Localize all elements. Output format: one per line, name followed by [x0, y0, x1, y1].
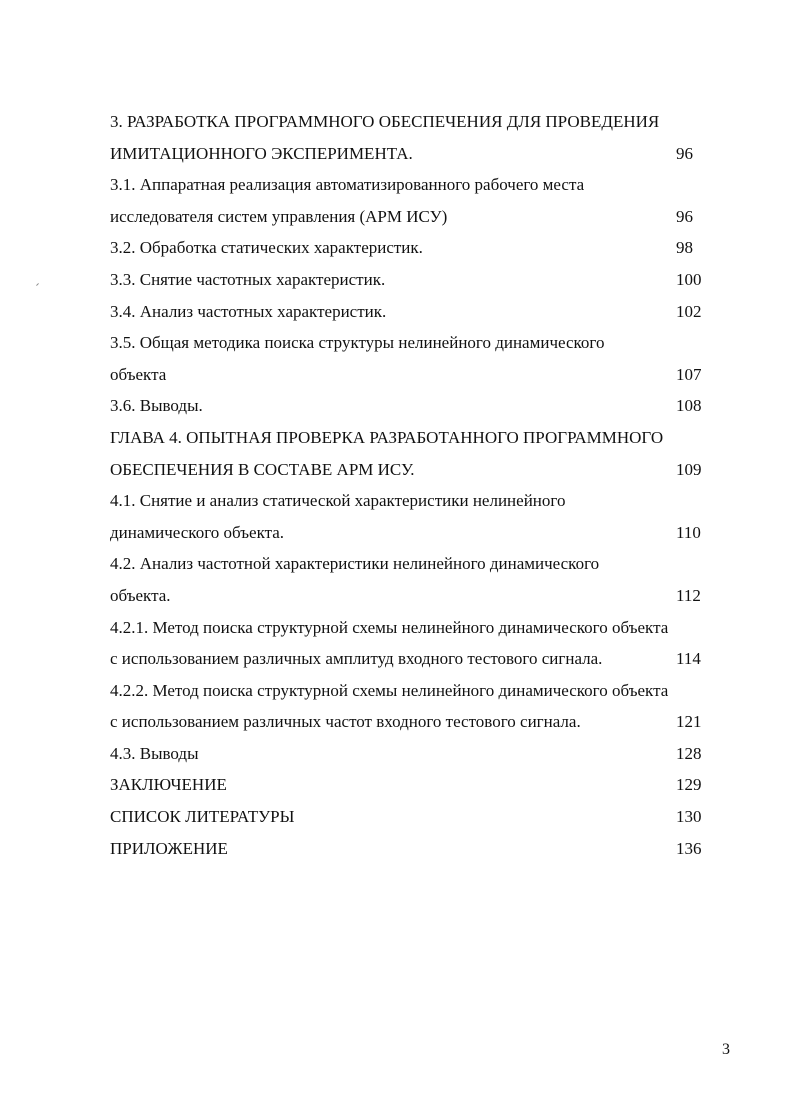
toc-entry	[110, 675, 730, 707]
toc-entry-page: 128	[676, 743, 702, 763]
toc-entry-title: 3.5. Общая методика поиска структуры нелинейного динамического	[110, 333, 605, 353]
toc-entry-title: ОБЕСПЕЧЕНИЯ В СОСТАВЕ АРМ ИСУ.	[110, 459, 415, 479]
toc-entry-page: 130	[676, 807, 702, 827]
toc-entry-page: 96	[676, 143, 693, 163]
toc-entry-page: 98	[676, 238, 693, 258]
toc-entry	[110, 232, 730, 264]
toc-entry	[110, 548, 730, 580]
toc-entry	[110, 296, 730, 328]
toc-entry	[110, 643, 730, 675]
toc-entry-page: 96	[676, 206, 693, 226]
toc-entry	[110, 769, 730, 801]
toc-entry-title: динамического объекта.	[110, 522, 285, 542]
toc-entry	[110, 422, 730, 454]
toc-entry	[110, 201, 730, 233]
toc-entry-title: СПИСОК ЛИТЕРАТУРЫ	[110, 807, 295, 827]
toc-entry-title: ЗАКЛЮЧЕНИЕ	[110, 775, 227, 795]
toc-entry	[110, 106, 730, 138]
toc-entry-title: 3.6. Выводы.	[110, 396, 203, 416]
toc-entry-page: 108	[676, 396, 702, 416]
toc-entry-page: 121	[676, 712, 702, 732]
toc-entry	[110, 517, 730, 549]
toc-entry-title: 3.1. Аппаратная реализация автоматизированного рабочего места	[110, 175, 585, 195]
toc-entry-title: 3.4. Анализ частотных характеристик.	[110, 301, 387, 321]
toc-entry	[110, 359, 730, 391]
page-number: 3	[722, 1041, 730, 1058]
toc-entry-page: 107	[676, 364, 702, 384]
toc-entry-page: 136	[676, 838, 702, 858]
toc-entry-page: 110	[676, 522, 701, 542]
toc-entry-page: 102	[676, 301, 702, 321]
toc-entry-title: с использованием различных амплитуд входного тестового сигнала.	[110, 649, 603, 669]
toc-entry-title: ПРИЛОЖЕНИЕ	[110, 838, 228, 858]
toc-entry	[110, 706, 730, 738]
toc-entry	[110, 169, 730, 201]
toc-entry-page: 109	[676, 459, 702, 479]
toc-entry	[110, 801, 730, 833]
toc-entry	[110, 390, 730, 422]
toc-entry	[110, 833, 730, 865]
toc-entry	[110, 485, 730, 517]
toc-entry-title: 4.3. Выводы	[110, 743, 199, 763]
scan-speck	[36, 283, 39, 286]
toc-entry-title: исследователя систем управления (АРМ ИСУ)	[110, 206, 448, 226]
toc-entry-page: 114	[676, 649, 701, 669]
table-of-contents	[110, 106, 730, 864]
toc-entry-page: 129	[676, 775, 702, 795]
toc-entry	[110, 264, 730, 296]
toc-entry-title: 4.2.2. Метод поиска структурной схемы нелинейного динамического объекта	[110, 680, 669, 700]
toc-entry-page: 112	[676, 585, 701, 605]
toc-entry	[110, 612, 730, 644]
toc-entry-title: 4.1. Снятие и анализ статической характеристики нелинейного	[110, 491, 566, 511]
toc-entry-page: 100	[676, 269, 702, 289]
toc-entry-title: с использованием различных частот входного тестового сигнала.	[110, 712, 581, 732]
toc-entry-title: ГЛАВА 4. ОПЫТНАЯ ПРОВЕРКА РАЗРАБОТАННОГО ПРОГРАММНОГО	[110, 427, 664, 447]
toc-entry-title: 4.2.1. Метод поиска структурной схемы нелинейного динамического объекта	[110, 617, 669, 637]
toc-entry-title: объекта	[110, 364, 167, 384]
toc-entry	[110, 138, 730, 170]
toc-entry-title: ИМИТАЦИОННОГО ЭКСПЕРИМЕНТА.	[110, 143, 413, 163]
toc-entry	[110, 327, 730, 359]
toc-entry-title: объекта.	[110, 585, 171, 605]
toc-entry-title: 3. РАЗРАБОТКА ПРОГРАММНОГО ОБЕСПЕЧЕНИЯ ДЛЯ ПРОВЕДЕНИЯ	[110, 112, 660, 131]
toc-entry-title: 3.2. Обработка статических характеристик.	[110, 238, 423, 258]
toc-entry	[110, 580, 730, 612]
toc-entry	[110, 454, 730, 486]
toc-entry	[110, 738, 730, 770]
toc-entry-title: 3.3. Снятие частотных характеристик.	[110, 269, 386, 289]
toc-entry-title: 4.2. Анализ частотной характеристики нелинейного динамического	[110, 554, 600, 574]
